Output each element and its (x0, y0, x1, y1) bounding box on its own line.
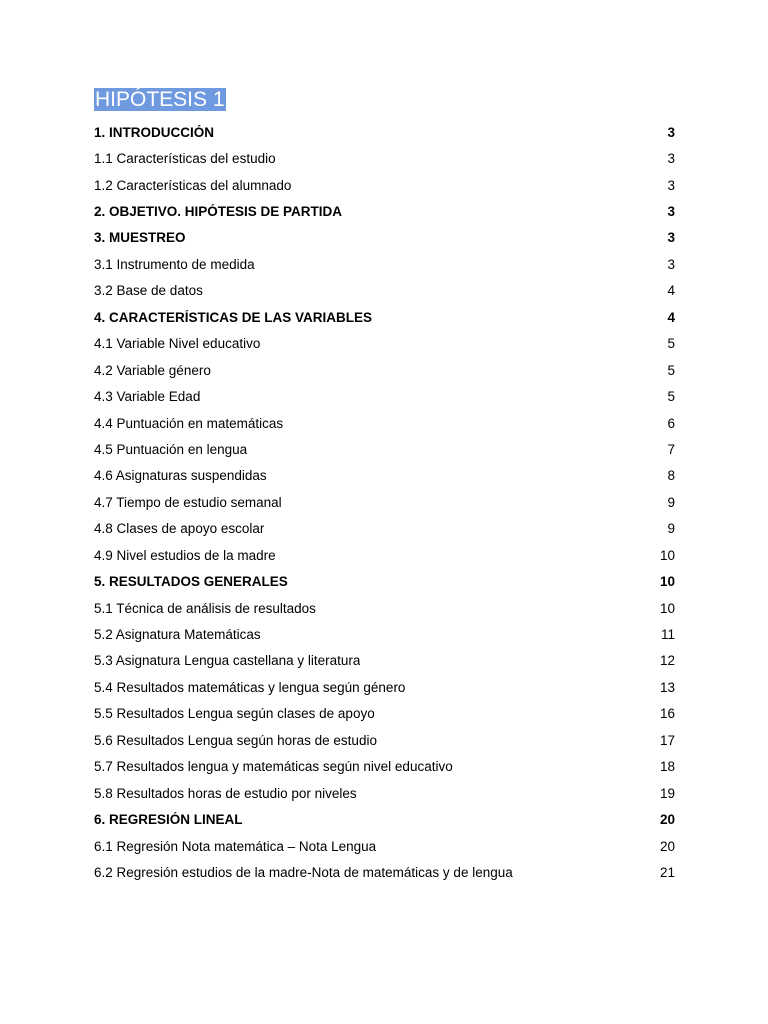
toc-entry-label: 2. OBJETIVO. HIPÓTESIS DE PARTIDA (94, 204, 343, 220)
toc-entry-page-number: 3 (667, 177, 675, 193)
toc-subsection-row[interactable] (94, 701, 675, 727)
toc-entry-page-number: 12 (659, 653, 675, 669)
toc-entry-label: 1. INTRODUCCIÓN (94, 124, 215, 140)
toc-entry-page-number: 19 (659, 785, 675, 801)
toc-entry-label: 5.7 Resultados lengua y matemáticas según nivel educativo (94, 759, 453, 775)
toc-section-row[interactable] (94, 119, 675, 145)
toc-subsection-row[interactable] (94, 542, 675, 568)
toc-subsection-row[interactable] (94, 436, 675, 462)
toc-entry-label: 6.2 Regresión estudios de la madre-Nota de matemáticas y de lengua (94, 864, 513, 880)
toc-entry-label: 4.5 Puntuación en lengua (94, 441, 248, 457)
toc-entry-label: 6.1 Regresión Nota matemática – Nota Lengua (94, 838, 377, 854)
toc-entry-page-number: 10 (659, 600, 675, 616)
toc-entry-page-number: 20 (659, 812, 675, 828)
toc-entry-page-number: 16 (659, 706, 675, 722)
toc-section-row[interactable] (94, 225, 675, 251)
toc-entry-page-number: 3 (667, 230, 675, 246)
toc-entry-page-number: 10 (659, 547, 675, 563)
toc-subsection-row[interactable] (94, 172, 675, 198)
toc-entry-page-number: 8 (667, 468, 675, 484)
toc-subsection-row[interactable] (94, 145, 675, 171)
toc-entry-label: 5.4 Resultados matemáticas y lengua según género (94, 679, 406, 695)
toc-entry-page-number: 18 (659, 759, 675, 775)
toc-entry-label: 3.2 Base de datos (94, 283, 203, 299)
toc-entry-page-number: 17 (659, 732, 675, 748)
toc-subsection-row[interactable] (94, 489, 675, 515)
toc-subsection-row[interactable] (94, 383, 675, 409)
toc-subsection-row[interactable] (94, 410, 675, 436)
toc-subsection-row[interactable] (94, 331, 675, 357)
toc-subsection-row[interactable] (94, 754, 675, 780)
toc-entry-label: 5.5 Resultados Lengua según clases de apoyo (94, 706, 375, 722)
toc-entry-page-number: 3 (667, 151, 675, 167)
toc-entry-label: 6. REGRESIÓN LINEAL (94, 812, 243, 828)
toc-entry-label: 4.1 Variable Nivel educativo (94, 336, 261, 352)
toc-subsection-row[interactable] (94, 357, 675, 383)
toc-subsection-row[interactable] (94, 780, 675, 806)
toc-entry-label: 5.1 Técnica de análisis de resultados (94, 600, 316, 616)
toc-entry-label: 5.8 Resultados horas de estudio por niveles (94, 785, 357, 801)
toc-entry-label: 5.3 Asignatura Lengua castellana y literatura (94, 653, 361, 669)
toc-subsection-row[interactable] (94, 648, 675, 674)
toc-subsection-row[interactable] (94, 278, 675, 304)
toc-subsection-row[interactable] (94, 251, 675, 277)
toc-entry-label: 4.9 Nivel estudios de la madre (94, 547, 276, 563)
toc-entry-page-number: 5 (667, 362, 675, 378)
toc-entry-page-number: 20 (659, 838, 675, 854)
toc-entry-label: 4.4 Puntuación en matemáticas (94, 415, 284, 431)
toc-entry-label: 3. MUESTREO (94, 230, 186, 246)
toc-entry-page-number: 4 (667, 283, 675, 299)
toc-entry-label: 4.6 Asignaturas suspendidas (94, 468, 267, 484)
toc-entry-page-number: 11 (660, 627, 675, 643)
toc-entry-page-number: 9 (667, 521, 675, 537)
toc-subsection-row[interactable] (94, 859, 675, 885)
toc-entry-label: 4.8 Clases de apoyo escolar (94, 521, 265, 537)
toc-subsection-row[interactable] (94, 595, 675, 621)
toc-entry-page-number: 3 (667, 204, 675, 220)
toc-section-row[interactable] (94, 568, 675, 594)
toc-section-row[interactable] (94, 198, 675, 224)
toc-subsection-row[interactable] (94, 516, 675, 542)
toc-entry-page-number: 10 (659, 574, 675, 590)
toc-entry-label: 5.6 Resultados Lengua según horas de estudio (94, 732, 377, 748)
toc-entry-label: 4. CARACTERÍSTICAS DE LAS VARIABLES (94, 309, 373, 325)
toc-section-row[interactable] (94, 806, 675, 832)
toc-section-row[interactable] (94, 304, 675, 330)
toc-entry-page-number: 5 (667, 389, 675, 405)
toc-subsection-row[interactable] (94, 463, 675, 489)
toc-entry-page-number: 3 (667, 124, 675, 140)
toc-entry-label: 5.2 Asignatura Matemáticas (94, 627, 261, 643)
toc-entry-page-number: 9 (667, 494, 675, 510)
toc-entry-page-number: 3 (667, 256, 675, 272)
toc-subsection-row[interactable] (94, 621, 675, 647)
document-title[interactable] (94, 86, 226, 114)
toc-entry-label: 1.2 Características del alumnado (94, 177, 292, 193)
toc-entry-label: 4.7 Tiempo de estudio semanal (94, 494, 282, 510)
toc-entry-page-number: 6 (667, 415, 675, 431)
toc-subsection-row[interactable] (94, 674, 675, 700)
toc-entry-label: 5. RESULTADOS GENERALES (94, 574, 288, 590)
document-title-text[interactable]: HIPÓTESIS 1 (95, 88, 225, 111)
table-of-contents (94, 119, 675, 886)
toc-subsection-row[interactable] (94, 833, 675, 859)
toc-entry-page-number: 4 (667, 309, 675, 325)
toc-entry-label: 4.3 Variable Edad (94, 389, 201, 405)
toc-entry-label: 4.2 Variable género (94, 362, 211, 378)
toc-entry-page-number: 7 (667, 441, 675, 457)
toc-entry-page-number: 5 (667, 336, 675, 352)
toc-subsection-row[interactable] (94, 727, 675, 753)
toc-entry-page-number: 13 (659, 679, 675, 695)
toc-entry-page-number: 21 (659, 864, 675, 880)
toc-entry-label: 3.1 Instrumento de medida (94, 256, 255, 272)
toc-entry-label: 1.1 Características del estudio (94, 151, 276, 167)
